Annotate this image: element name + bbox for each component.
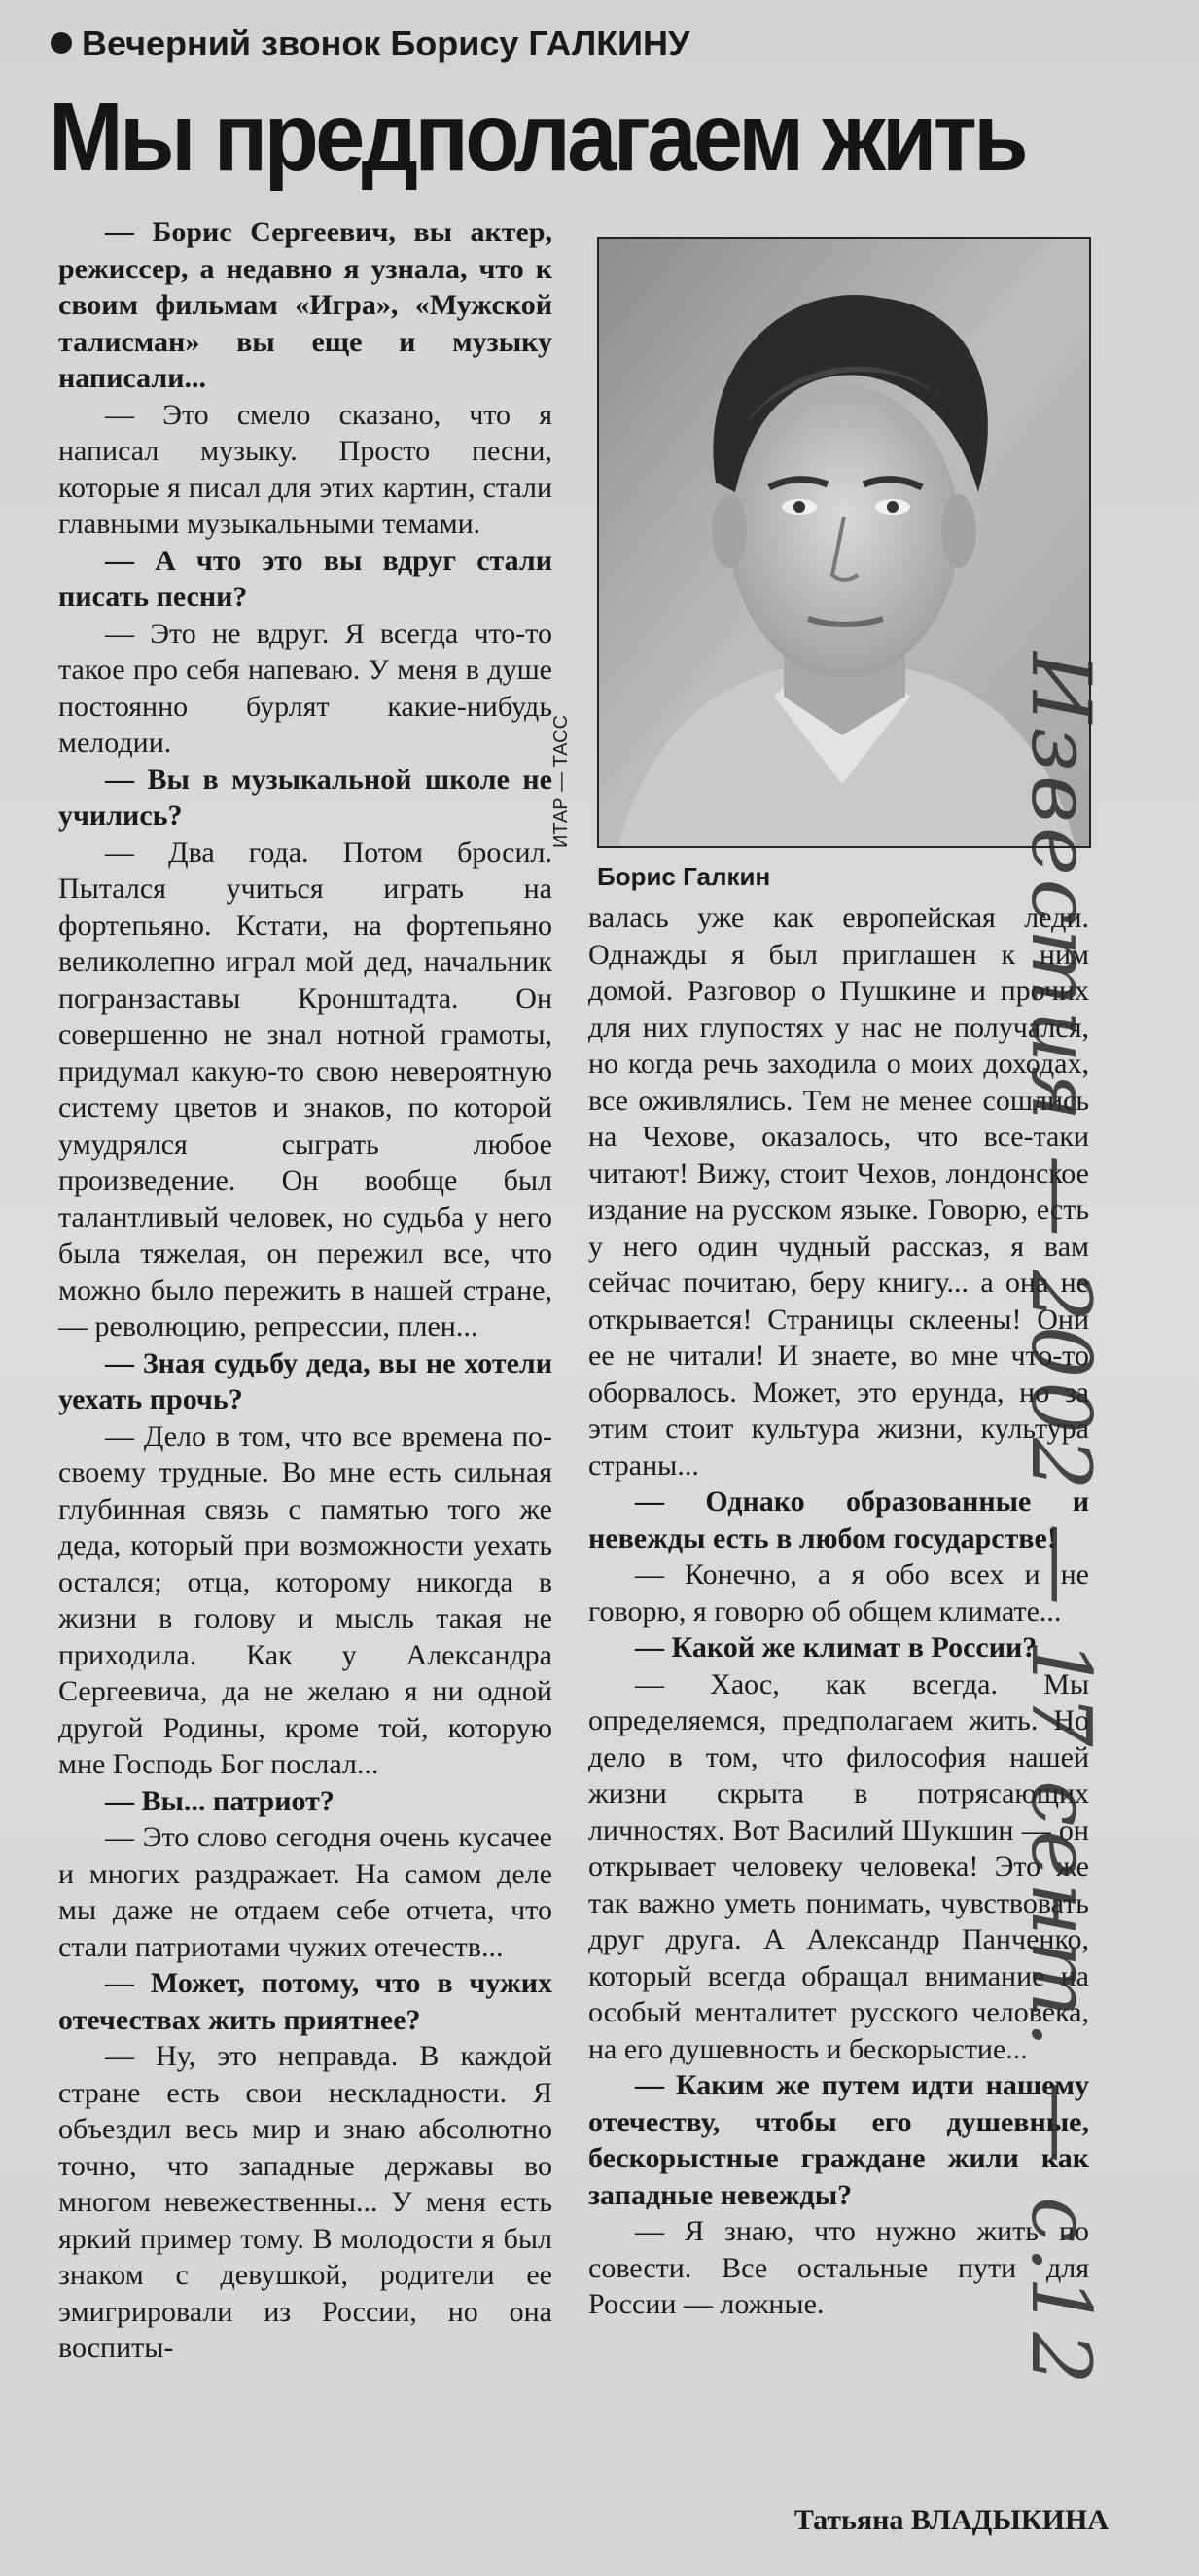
interview-answer: — Дело в том, что все времена по-своему трудные. Во мне есть сильная глубинная связь с памятью того же деда, который при возможности уехать остался; отца, которому никогда в жизни в голову и мысль такая не приходила. Как у Александра Сергеевича, да не желаю я ни одной другой Родины, кроме той, которую мне Господь Бог послал...: [58, 1419, 552, 1780]
interview-question: — А что это вы вдруг стали писать песни?: [58, 544, 552, 613]
interview-question: — Каким же путем идти нашему отечеству, чтобы его душевные, бескорыстные граждане жили как западные невежды?: [588, 2069, 1089, 2211]
handwritten-note: Известия — 2002 — 17 сент. — с.12: [1013, 652, 1109, 2388]
interview-question: — Вы... патриот?: [105, 1784, 335, 1817]
interview-answer: — Конечно, а я обо всех и не говорю, я говорю об общем климате...: [588, 1558, 1089, 1628]
interview-question: — Зная судьбу деда, вы не хотели уехать прочь?: [58, 1346, 552, 1415]
article-title: Мы предполагаем жить: [49, 83, 1026, 192]
rubric-text: Вечерний звонок Борису ГАЛКИНУ: [82, 23, 690, 63]
interview-answer: — Я знаю, что нужно жить по совести. Все остальные пути для России — ложные.: [588, 2215, 1089, 2320]
interview-answer: — Хаос, как всегда. Мы определяемся, предполагаем жить. Но дело в том, что философия нашей жизни скрыта в потрясающих личностях. Вот Василий Шукшин — он открывает человеку человека! Это же так важно уметь понимать, чувствовать друг друга. А Александр Панченко, который всегда обращал внимание на особый менталитет русского человека, на его душевность и бескорыстие...: [588, 1667, 1089, 2065]
interview-answer: — Два года. Потом бросил. Пытался учиться играть на фортепьяно. Кстати, на фортепьяно великолепно играл мой дед, начальник погранзаставы Кронштадта. Он совершенно не знал нотной грамоты, придумал какую-то свою невероятную систему цветов и знаков, по которой умудрялся сыграть любое произведение. Он вообще был талантливый человек, но судьба у него была тяжелая, он пережил все, что можно было пережить в нашей стране, — революцию, репрессии, плен...: [58, 836, 552, 1342]
interview-question: — Борис Сергеевич, вы актер, режиссер, а недавно я узнала, что к своим фильмам «Игра», «Мужской талисман» вы еще и музыку написали...: [58, 216, 552, 394]
interview-question: — Какой же климат в России?: [635, 1631, 1038, 1664]
interview-answer: — Ну, это неправда. В каждой стране есть свои нескладности. Я объездил весь мир и знаю абсолютно точно, что западные державы во многом невежественны... У меня есть яркий пример тому. В молодости я был знаком с девушкой, родители ее эмигрировали из России, но она воспиты-: [58, 2040, 552, 2364]
author-signature: Татьяна ВЛАДЫКИНА: [793, 2504, 1109, 2536]
article-column-1: [58, 214, 552, 2367]
rubric: [51, 21, 1023, 66]
interview-answer: — Это слово сегодня очень кусачее и многих раздражает. На самом деле мы даже не отдаем себе отчета, что стали патриотами чужих отечеств...: [58, 1821, 552, 1963]
interview-answer: валась уже как европейская леди. Однажды я был приглашен к ним домой. Разговор о Пушкине и прочих для них глупостях у нас не получался, но когда речь заходила о моих доходах, все оживлялись. Тем не менее сошлись на Чехове, оказалось, что все-таки читают! Вижу, стоит Чехов, лондонское издание на русском языке. Говорю, есть у него один чудный рассказ, я вам сейчас почитаю, беру книгу... а она не открывается! Страницы склеены! Они ее не читали! И знаете, во мне что-то оборвалось. Может, это ерунда, но за этим стоит культура жизни, культура страны...: [588, 902, 1089, 1482]
interview-answer: — Это смело сказано, что я написал музыку. Просто песни, которые я писал для этих картин, стали главными музыкальными темами.: [58, 398, 552, 540]
interview-question: — Однако образованные и невежды есть в любом государстве!: [588, 1485, 1089, 1555]
interview-question: — Может, потому, что в чужих отечествах жить приятнее?: [58, 1967, 552, 2036]
photo-caption: Борис Галкин: [597, 862, 771, 891]
photo-credit: ИТАР — ТАСС: [550, 714, 572, 848]
interview-question: — Вы в музыкальной школе не учились?: [58, 763, 552, 832]
interview-answer: — Это не вдруг. Я всегда что-то такое про себя напеваю. У меня в душе постоянно бурлят какие-нибудь мелодии.: [58, 617, 552, 759]
bullet-icon: [51, 32, 72, 54]
